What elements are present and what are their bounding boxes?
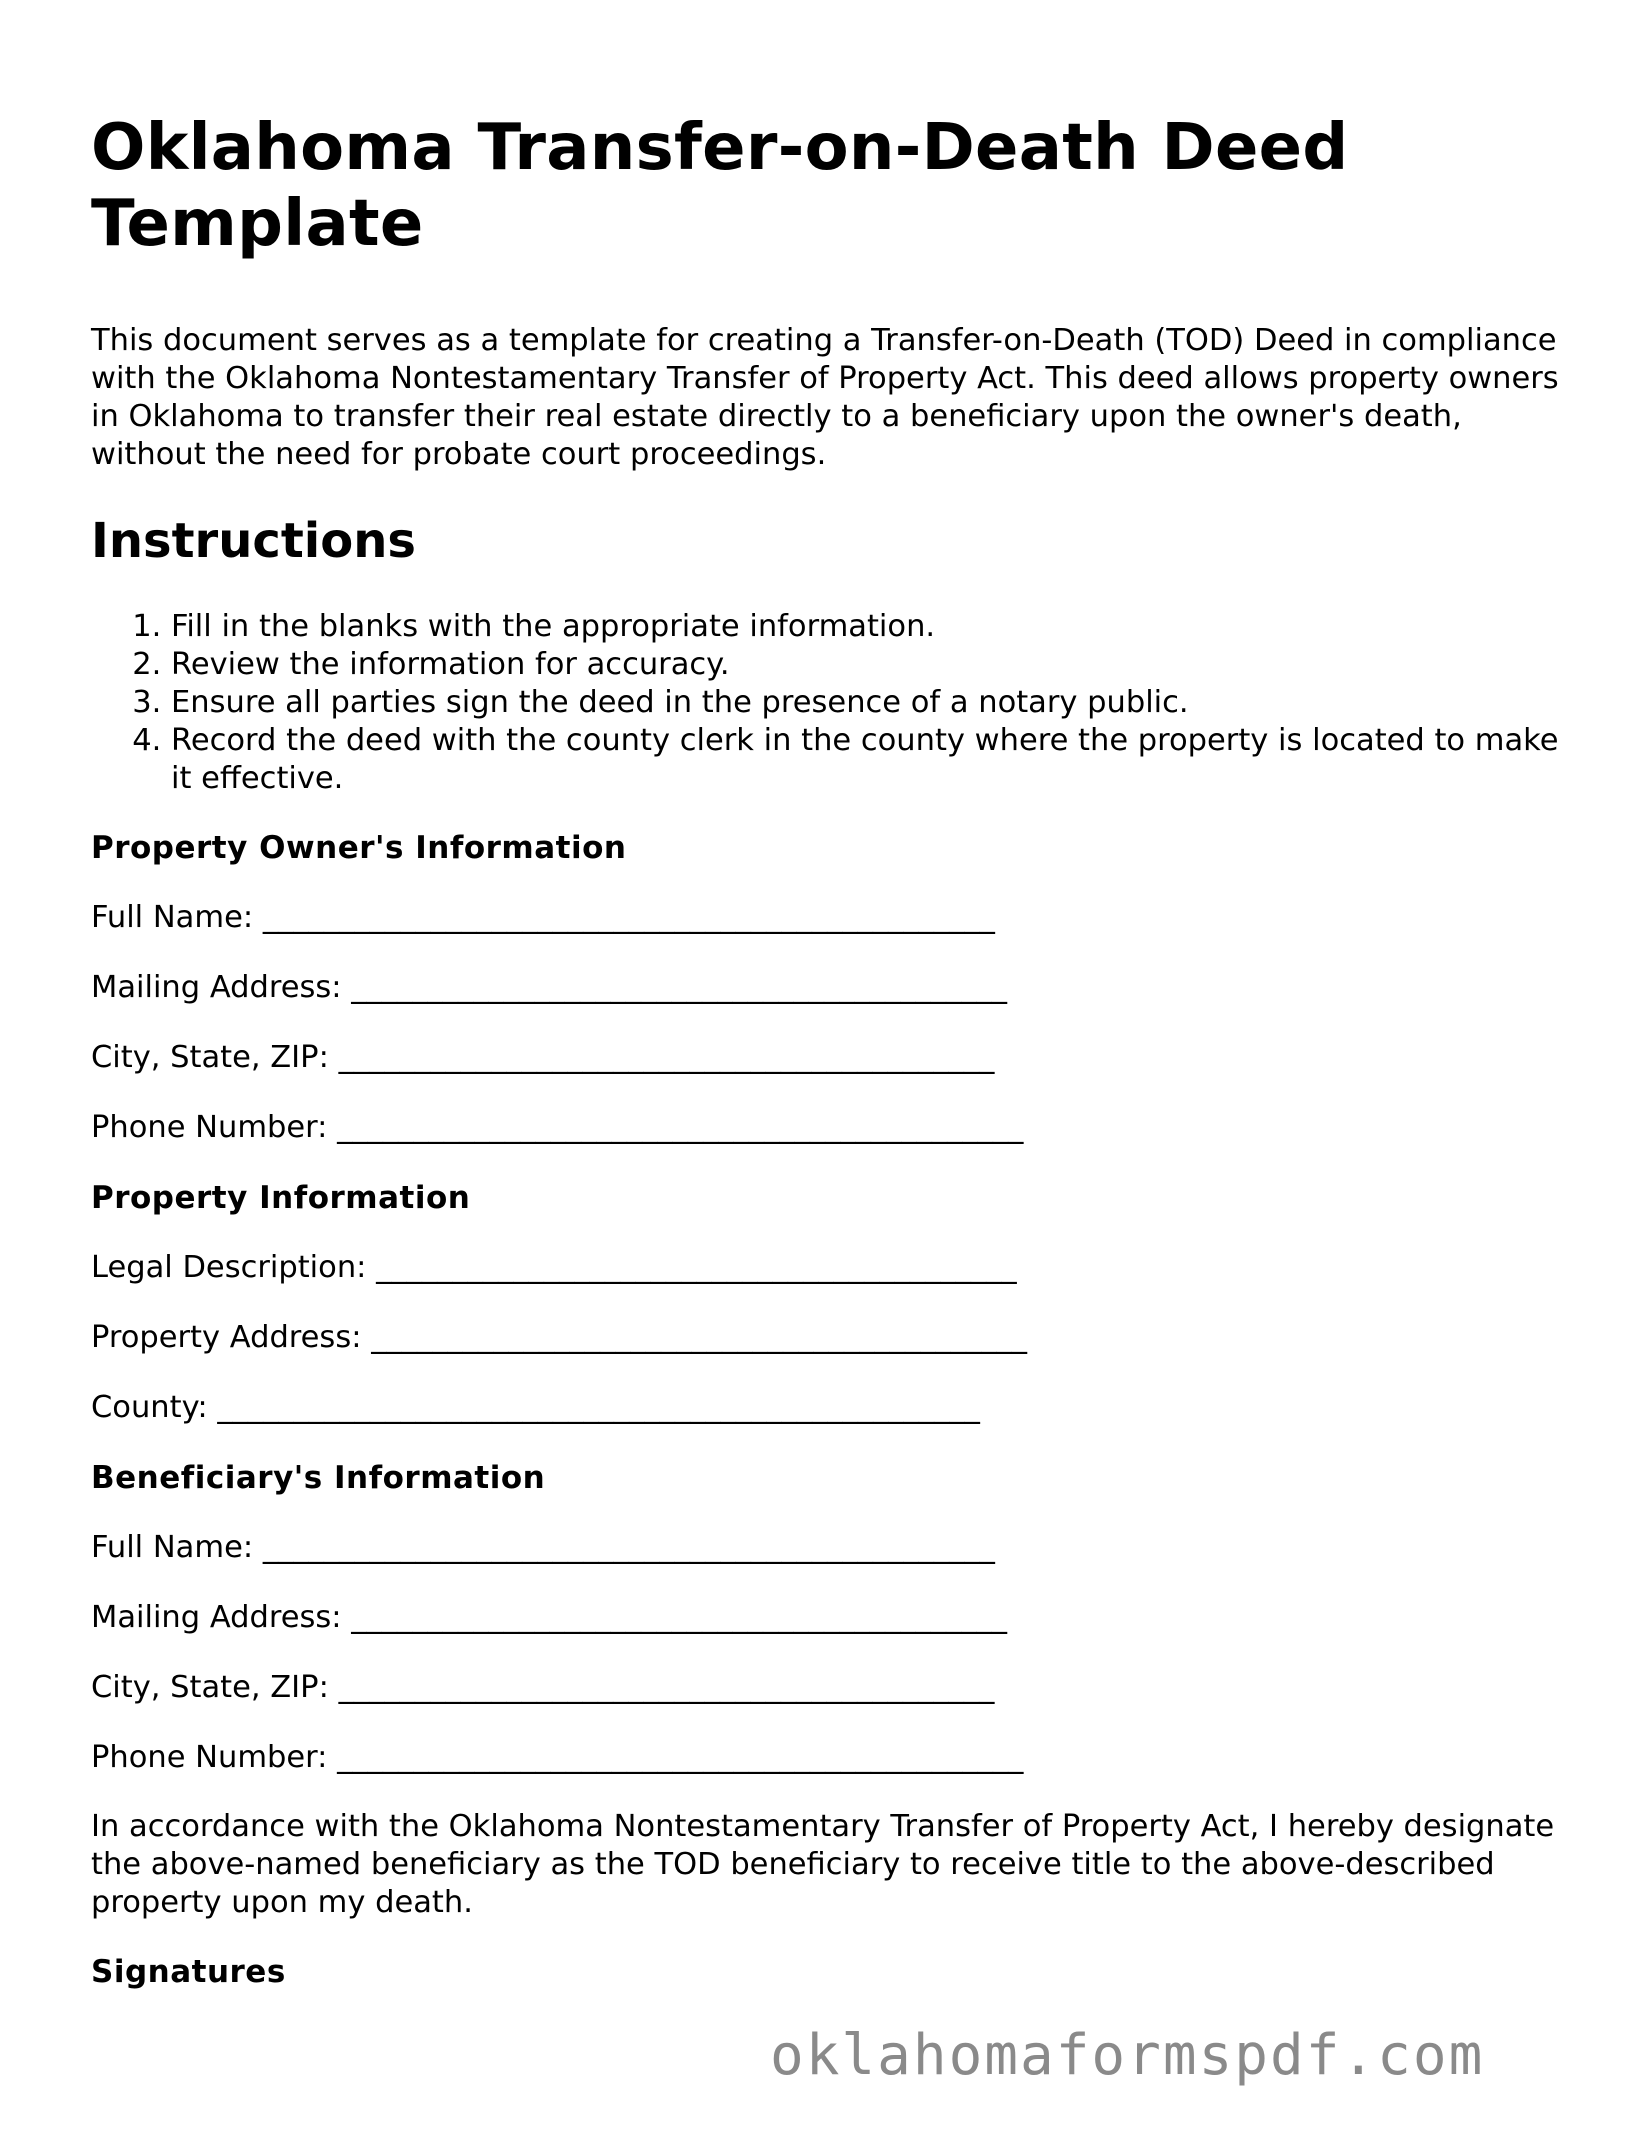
field-label: Legal Description: (91, 1250, 367, 1285)
signatures-heading: Signatures (91, 1954, 286, 1990)
beneficiary-phone-number-field[interactable] (91, 1738, 1561, 1778)
fill-in-blank[interactable]: __________________________________________________ (217, 1390, 980, 1425)
field-label: Mailing Address: (91, 970, 342, 1005)
owner-mailing-address-field[interactable] (91, 968, 1561, 1008)
document-page (91, 110, 1561, 1992)
field-label: County: (91, 1390, 208, 1425)
field-label: Full Name: (91, 1530, 254, 1565)
owner-full-name-field[interactable] (91, 898, 1561, 938)
instruction-step: 2. Review the information for accuracy. (171, 646, 1561, 684)
owner-phone-number-field[interactable] (91, 1108, 1561, 1148)
fill-in-blank[interactable]: _____________________________________________ (337, 1110, 1024, 1145)
field-label: Full Name: (91, 900, 254, 935)
fill-in-blank[interactable]: ___________________________________________ (338, 1040, 995, 1075)
designation-statement: In accordance with the Oklahoma Nontestamentary Transfer of Property Act, I hereby designate the above-named beneficiary as the TOD beneficiary to receive title to the above-described property upon my death. (91, 1809, 1555, 1920)
fill-in-blank[interactable]: _____________________________________________ (337, 1740, 1024, 1775)
instructions-list (91, 608, 1561, 798)
beneficiary-section-heading: Beneficiary's Information (91, 1460, 546, 1496)
legal-description-field[interactable] (91, 1248, 1561, 1288)
fill-in-blank[interactable]: __________________________________________ (376, 1250, 1017, 1285)
instruction-step: 4. Record the deed with the county clerk in the county where the property is located to make it effective. (171, 722, 1561, 798)
instruction-step: 1. Fill in the blanks with the appropriate information. (171, 608, 1561, 646)
fill-in-blank[interactable]: ___________________________________________ (351, 970, 1008, 1005)
fill-in-blank[interactable]: ___________________________________________ (351, 1600, 1008, 1635)
beneficiary-full-name-field[interactable] (91, 1528, 1561, 1568)
field-label: City, State, ZIP: (91, 1040, 329, 1075)
county-field[interactable] (91, 1388, 1561, 1428)
site-watermark: oklahomaformspdf.com (770, 2023, 1485, 2088)
field-label: Phone Number: (91, 1110, 328, 1145)
fill-in-blank[interactable]: ___________________________________________ (338, 1670, 995, 1705)
document-title: Oklahoma Transfer-on-Death Deed Template (91, 111, 1349, 261)
fill-in-blank[interactable]: ________________________________________________ (262, 1530, 995, 1565)
owner-city-state-zip-field[interactable] (91, 1038, 1561, 1078)
intro-paragraph: This document serves as a template for creating a Transfer-on-Death (TOD) Deed in compliance with the Oklahoma Nontestamentary Transfer of Property Act. This deed allows property owners in Oklahoma to transfer their real estate directly to a beneficiary upon the owner's death, without the need for probate court proceedings. (91, 323, 1559, 472)
instruction-step: 3. Ensure all parties sign the deed in the presence of a notary public. (171, 684, 1561, 722)
property-address-field[interactable] (91, 1318, 1561, 1358)
field-label: City, State, ZIP: (91, 1670, 329, 1705)
fill-in-blank[interactable]: ________________________________________________ (262, 900, 995, 935)
beneficiary-city-state-zip-field[interactable] (91, 1668, 1561, 1708)
owner-section-heading: Property Owner's Information (91, 830, 627, 866)
field-label: Phone Number: (91, 1740, 328, 1775)
field-label: Property Address: (91, 1320, 362, 1355)
beneficiary-mailing-address-field[interactable] (91, 1598, 1561, 1638)
field-label: Mailing Address: (91, 1600, 342, 1635)
fill-in-blank[interactable]: ___________________________________________ (371, 1320, 1027, 1355)
instructions-heading: Instructions (91, 513, 416, 569)
property-section-heading: Property Information (91, 1180, 471, 1216)
